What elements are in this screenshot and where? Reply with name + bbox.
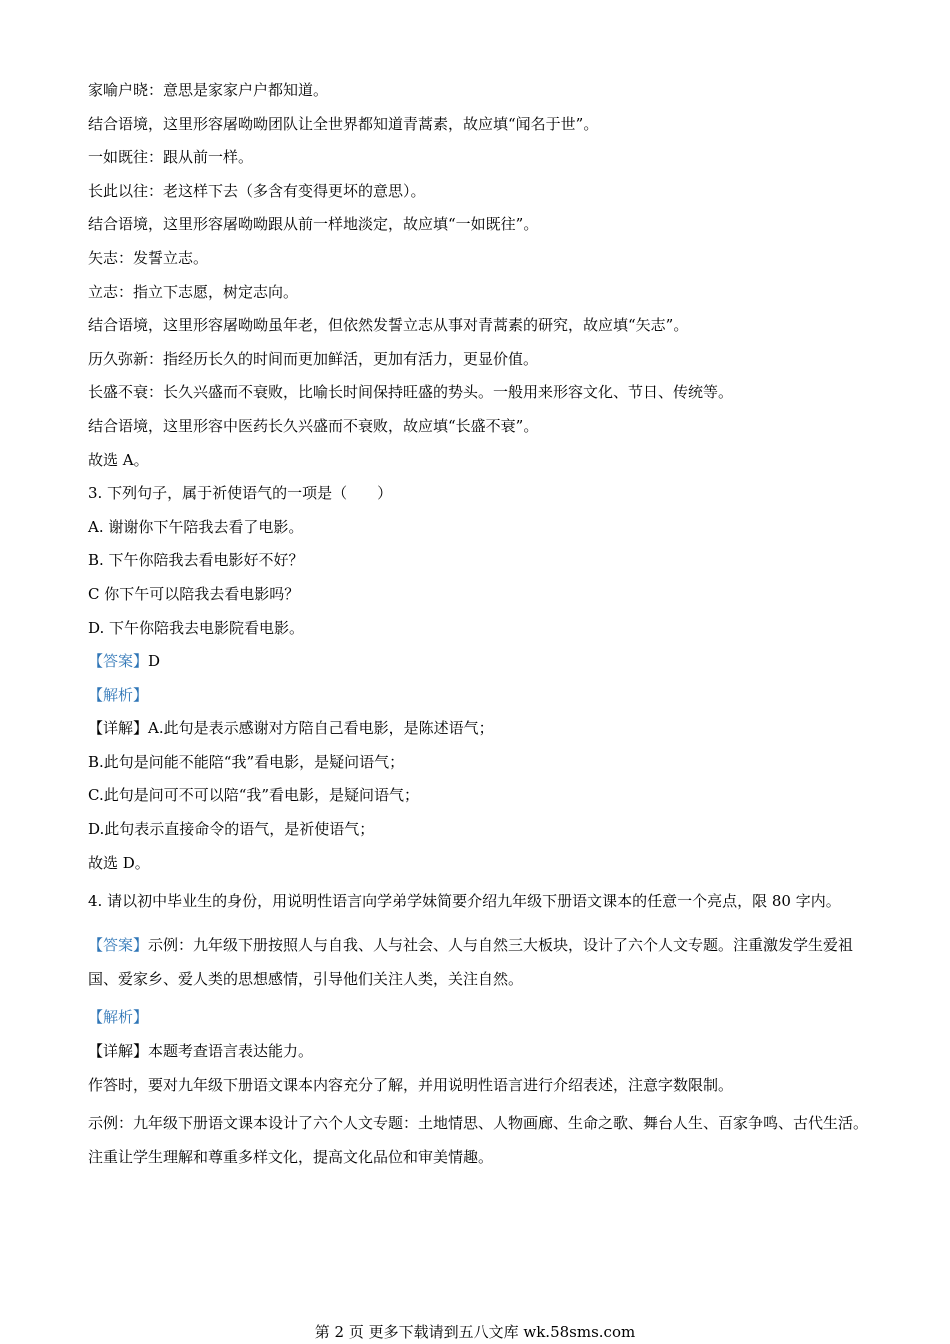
detail-2: 作答时，要对九年级下册语文课本内容充分了解，并用说明性语言进行介绍表述，注意字数限制。 xyxy=(88,1075,734,1094)
text-line: 结合语境，这里形容中医药长久兴盛而不衰败，故应填“长盛不衰”。 xyxy=(88,416,539,435)
detail-c: C.此句是问可不可以陪“我”看电影，是疑问语气； xyxy=(88,786,420,805)
text-line: 矢志：发誓立志。 xyxy=(88,248,209,267)
answer-line xyxy=(88,649,873,673)
answer-tag: 【答案】 xyxy=(88,935,149,954)
detail-b: B.此句是问能不能陪“我”看电影，是疑问语气； xyxy=(88,752,405,771)
analysis-line xyxy=(88,683,873,707)
text-line: 一如既往：跟从前一样。 xyxy=(88,148,254,167)
answer-tag: 【答案】 xyxy=(88,652,149,671)
detail-d: D.此句表示直接命令的语气，是祈使语气； xyxy=(88,820,375,839)
text-line: 历久弥新：指经历长久的时间而更加鲜活，更加有活力，更显价值。 xyxy=(88,349,539,368)
question-3: 3. 下列句子，属于祈使语气的一项是（ ） xyxy=(88,484,393,503)
detail-line xyxy=(88,716,873,740)
detail-a: A.此句是表示感谢对方陪自己看电影，是陈述语气； xyxy=(148,719,494,738)
option-a: A. 谢谢你下午陪我去看了电影。 xyxy=(88,517,304,536)
text-line: 结合语境，这里形容屠呦呦团队让全世界都知道青蒿素，故应填“闻名于世”。 xyxy=(88,114,599,133)
option-c: C 你下午可以陪我去看电影吗？ xyxy=(88,584,300,603)
detail-3: 示例：九年级下册语文课本设计了六个人文专题：土地情思、人物画廊、生命之歌、舞台人生、百家争鸣、古代生活。注重让学生理解和尊重多样文化，提高文化品位和审美情趣。 xyxy=(88,1114,869,1167)
detail-tag: 【详解】 xyxy=(88,1042,149,1061)
option-b: B. 下午你陪我去看电影好不好？ xyxy=(88,551,304,570)
conclusion: 故选 D。 xyxy=(88,853,150,872)
detail-line xyxy=(88,1039,873,1063)
page-footer: 第 2 页 更多下载请到五八文库 wk.58sms.com xyxy=(314,1323,636,1341)
analysis-tag: 【解析】 xyxy=(88,1008,149,1027)
analysis-line xyxy=(88,1005,873,1029)
text-line: 故选 A。 xyxy=(88,450,149,469)
document-body xyxy=(88,78,873,1184)
text-line: 长盛不衰：长久兴盛而不衰败，比喻长时间保持旺盛的势头。一般用来形容文化、节日、传统等。 xyxy=(88,383,734,402)
text-line: 结合语境，这里形容屠呦呦虽年老，但依然发誓立志从事对青蒿素的研究，故应填“矢志”。 xyxy=(88,316,689,335)
answer-value: D xyxy=(148,652,161,671)
text-line: 结合语境，这里形容屠呦呦跟从前一样地淡定，故应填“一如既往”。 xyxy=(88,215,539,234)
detail-1: 本题考查语言表达能力。 xyxy=(148,1042,314,1061)
text-line: 立志：指立下志愿，树定志向。 xyxy=(88,282,299,301)
analysis-tag: 【解析】 xyxy=(88,685,149,704)
detail-tag: 【详解】 xyxy=(88,719,149,738)
text-line: 家喻户晓：意思是家家户户都知道。 xyxy=(88,81,329,99)
question-4: 4. 请以初中毕业生的身份，用说明性语言向学弟学妹简要介绍九年级下册语文课本的任意一个亮点，限 80 字内。 xyxy=(88,892,841,911)
answer-paragraph xyxy=(88,928,873,996)
option-d: D. 下午你陪我去电影院看电影。 xyxy=(88,618,305,637)
text-line: 长此以往：老这样下去（多含有变得更坏的意思）。 xyxy=(88,181,426,200)
answer-text: 示例：九年级下册按照人与自我、人与社会、人与自然三大板块，设计了六个人文专题。注重激发学生爱祖国、爱家乡、爱人类的思想感情，引导他们关注人类，关注自然。 xyxy=(88,935,854,988)
